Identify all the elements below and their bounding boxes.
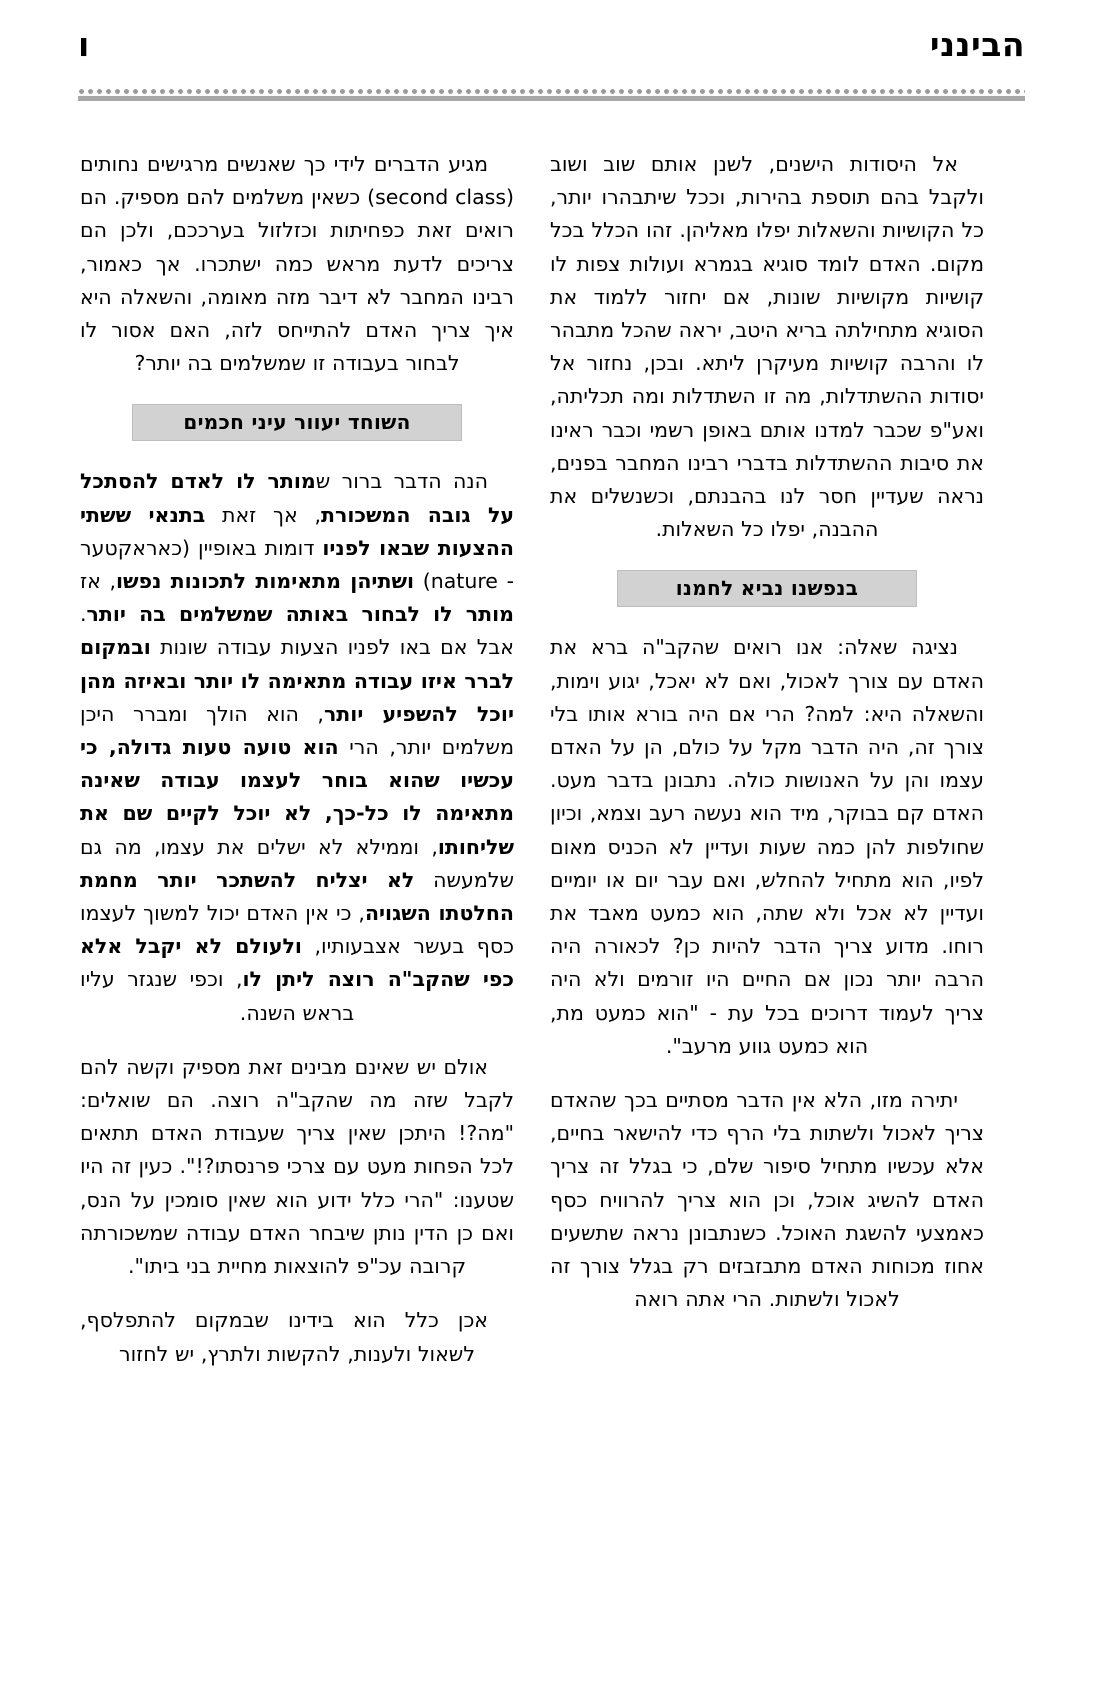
paragraph <box>550 148 984 546</box>
left-column-body-paragraphs <box>550 631 984 1316</box>
section-heading-right: השוחד יעוור עיני חכמים <box>132 404 462 441</box>
body-text: דומות באופיין (כאראקטער - nature) <box>80 535 514 594</box>
page-header <box>78 25 1025 86</box>
book-title: הבינני <box>929 25 1025 64</box>
body-text: אכן כלל הוא בידינו שבמקום להתפלסף, לשאול ולענות, להקשות ולתרץ, יש לחזור <box>80 1308 488 1366</box>
body-text: , כי אין האדם יכול למשוך לעצמו כסף בעשר אצבעותיו, <box>80 901 514 959</box>
section-heading-left: בנפשנו נביא לחמנו <box>617 570 917 607</box>
paragraph <box>80 1304 514 1370</box>
body-text: , אז <box>80 569 116 594</box>
paragraph <box>550 631 984 1063</box>
paragraph <box>80 148 514 380</box>
column-right <box>80 148 514 1667</box>
right-column-intro-paragraphs <box>80 148 514 380</box>
body-text: אל היסודות הישנים, לשנן אותם שוב ושוב ולקבל בהם תוספת בהירות, וככל שיתבהרו יותר, כל הקושיות והשאלות יפלו מאליהן. זהו הכלל בכל מקום. האדם לומד סוגיא בגמרא ועולות צפות לו קושיות מקושיות שונות, אם יחזור ללמוד את הסוגיא מתחילתה בריא היטב, יראה שהכל מתבהר לו והרבה קושיות מעיקרן ליתא. ובכן, נחזור אל יסודות ההשתדלות, מה זו השתדלות ומה תכליתה, ואע"פ שכבר למדנו אותם באופן רשמי וכבר ראינו את סיבות ההשתדלות בדברי רבינו המחבר בפנים, נראה שעדיין חסר לנו בהבנתם, וכשנשלים את ההבנה, יפלו כל השאלות. <box>550 152 984 542</box>
body-text: הנה הדבר ברור ש <box>315 469 488 494</box>
emphasis-text: ובמקום לברר איזו עבודה מתאימה לו יותר ובאיזה מהן יוכל להשפיע יותר <box>80 635 514 726</box>
paragraph <box>80 465 514 1029</box>
body-text: , וממילא לא ישלים את עצמו, מה גם שלמעשה <box>80 834 514 892</box>
page-number: ו <box>78 25 90 64</box>
body-text: מגיע הדברים לידי כך שאנשים מרגישים נחותים (second class) כשאין משלמים להם מספיק. הם רואים זאת כפחיתות וכזלזול בערככם, ולכן הם צריכים לדעת מראש כמה ישתכרו. אך כאמור, רבינו המחבר לא דיבר מזה מאומה, והשאלה היא איך צריך האדם להתייחס לזה, האם אסור לו לבחור בעבודה זו שמשלמים בה יותר? <box>80 152 514 376</box>
body-text: נציגה שאלה: אנו רואים שהקב"ה ברא את האדם עם צורך לאכול, ואם לא יאכל, יגוע וימות, והשאלה היא: למה? הרי אם היה בורא אותו בלי צורך זה, היה הדבר מקל על כולם, הן על האדם עצמו והן על האנושות כולה. נתבונן בדבר מעט. האדם קם בבוקר, מיד הוא נעשה רעב וצמא, וכיון שחולפות להן כמה שעות ועדיין לא הכניס מאום לפיו, הוא מתחיל להחלש, ואם עבר יום או יומיים ועדיין לא אכל ולא שתה, הוא כמעט מאבד את רוחו. מדוע צריך הדבר להיות כן? לכאורה היה הרבה יותר נכון אם החיים היו זורמים ולא היה צריך לעמוד דרוכים בכל עת - "הוא כמעט מת, הוא כמעט גווע מרעב". <box>550 635 984 1058</box>
right-column-body-paragraphs <box>80 465 514 1370</box>
divider-bar <box>78 96 1025 101</box>
left-column-intro-paragraphs <box>550 148 984 546</box>
emphasis-text: לא יצליח להשתכר יותר מחמת החלטתו השגויה <box>80 867 514 926</box>
emphasis-text: ושתיהן מתאימות לתכונות נפשו <box>116 569 415 594</box>
emphasis-text: מותר לו לאדם להסתכל על גובה המשכורת <box>80 469 514 527</box>
header-divider <box>78 88 1025 102</box>
body-text: , וכפי שנגזר עליו בראש השנה. <box>80 967 355 1025</box>
body-columns <box>80 148 1023 1667</box>
divider-dots <box>78 88 1025 95</box>
body-text: . אבל אם באו לפניו הצעות עבודה שונות <box>80 602 514 660</box>
body-text: , אך זאת <box>205 502 321 527</box>
body-text: , הוא הולך ומברר היכן משלמים יותר, הרי <box>80 701 514 760</box>
paragraph <box>550 1084 984 1316</box>
paragraph <box>80 1051 514 1283</box>
emphasis-text: הוא טועה טעות גדולה, כי עכשיו שהוא בוחר לעצמו עבודה שאינה מתאימה לו כל-כך, לא יוכל לקיים שם את שליחותו <box>80 735 514 859</box>
column-left <box>550 148 984 1667</box>
emphasis-text: מותר לו לבחור באותה שמשלמים בה יותר <box>86 602 514 627</box>
body-text: יתירה מזו, הלא אין הדבר מסתיים בכך שהאדם צריך לאכול ולשתות בלי הרף כדי להישאר בחיים, אלא עכשיו מתחיל סיפור שלם, כי בגלל זה צריך האדם להשיג אוכל, וכן הוא צריך להרוויח כסף כאמצעי להשגת האוכל. כשנתבונן נראה שתשעים אחוז מכוחות האדם מתבזבזים רק בגלל צורך זה לאכול ולשתות. הרי אתה רואה <box>550 1088 984 1312</box>
emphasis-text: בתנאי ששתי ההצעות שבאו לפניו <box>80 502 514 560</box>
emphasis-text: ולעולם לא יקבל אלא כפי שהקב"ה רוצה ליתן לו <box>80 934 515 992</box>
body-text: אולם יש שאינם מבינים זאת מספיק וקשה להם לקבל שזה מה שהקב"ה רוצה. הם שואלים: "מה?! היתכן שאין צריך שעבודת האדם תתאים לכל הפחות מעט עם צרכי פרנסתו?!". כעין זה היו שטענו: "הרי כלל ידוע הוא שאין סומכין על הנס, ואם כן הדין נותן שיבחר האדם עבודה שמשכורתה קרובה עכ"פ להוצאות מחיית בני ביתו". <box>80 1054 514 1279</box>
